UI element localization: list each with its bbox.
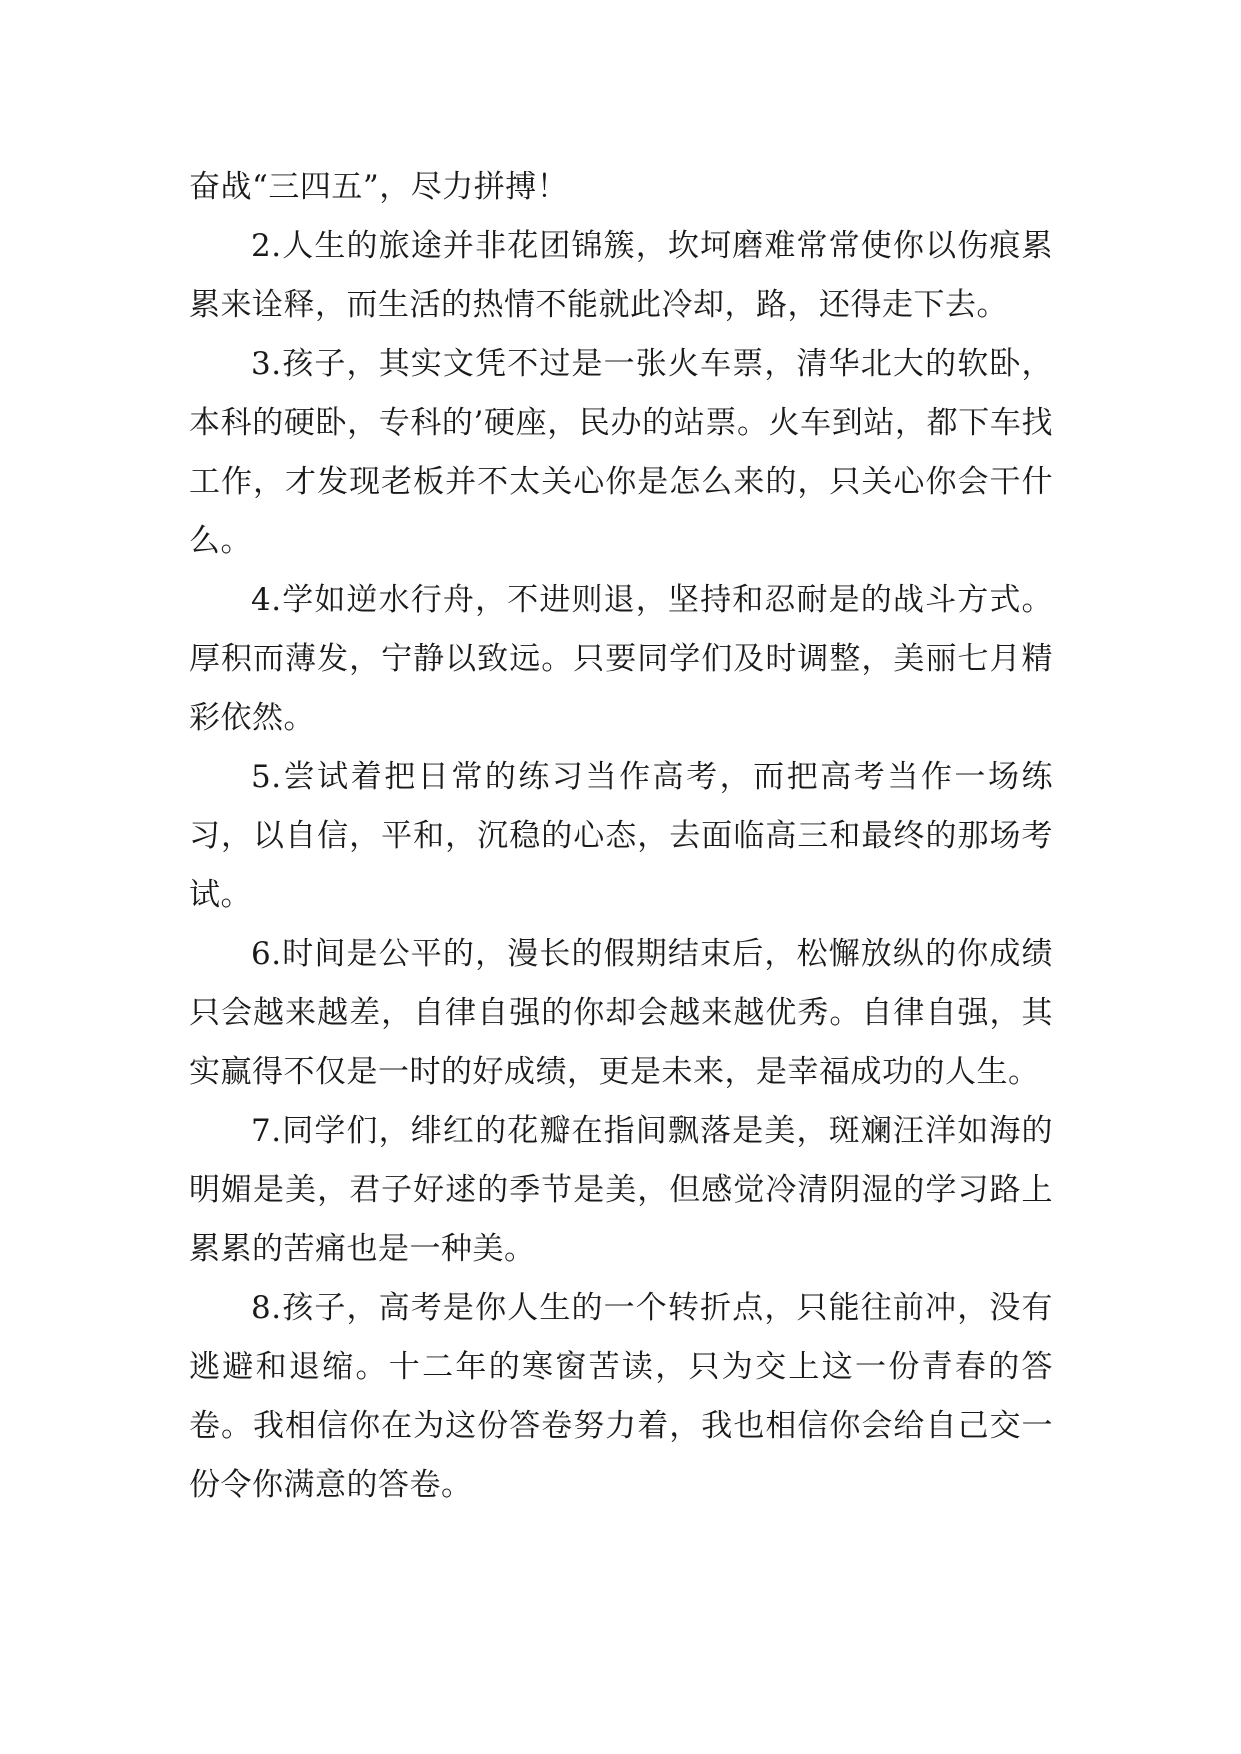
paragraph-item-5: 5.尝试着把日常的练习当作高考，而把高考当作一场练习，以自信，平和，沉稳的心态，去面临高三和最终的那场考试。 [189,759,1053,913]
paragraph-item-7: 7.同学们，绯红的花瓣在指间飘落是美，斑斓汪洋如海的明媚是美，君子好逑的季节是美，但感觉冷清阴湿的学习路上累累的苦痛也是一种美。 [189,1113,1053,1267]
paragraph-item-2: 2.人生的旅途并非花团锦簇，坎坷磨难常常使你以伤痕累累来诠释，而生活的热情不能就此冷却，路，还得走下去。 [189,228,1053,323]
paragraph-continuation: 奋战“三四五”，尽力拼搏！ [189,169,569,205]
paragraph-item-3: 3.孩子，其实文凭不过是一张火车票，清华北大的软卧，本科的硬卧，专科的’硬座，民办的站票。火车到站，都下车找工作，才发现老板并不太关心你是怎么来的，只关心你会干什么。 [189,346,1053,559]
paragraph-item-8: 8.孩子，高考是你人生的一个转折点，只能往前冲，没有逃避和退缩。十二年的寒窗苦读，只为交上这一份青春的答卷。我相信你在为这份答卷努力着，我也相信你会给自己交一份令你满意的答卷。 [189,1290,1053,1503]
paragraph-item-4: 4.学如逆水行舟，不进则退，坚持和忍耐是的战斗方式。厚积而薄发，宁静以致远。只要同学们及时调整，美丽七月精彩依然。 [189,582,1053,736]
paragraph-item-6: 6.时间是公平的，漫长的假期结束后，松懈放纵的你成绩只会越来越差，自律自强的你却会越来越优秀。自律自强，其实赢得不仅是一时的好成绩，更是未来，是幸福成功的人生。 [189,936,1053,1090]
document-body [189,158,1053,1515]
